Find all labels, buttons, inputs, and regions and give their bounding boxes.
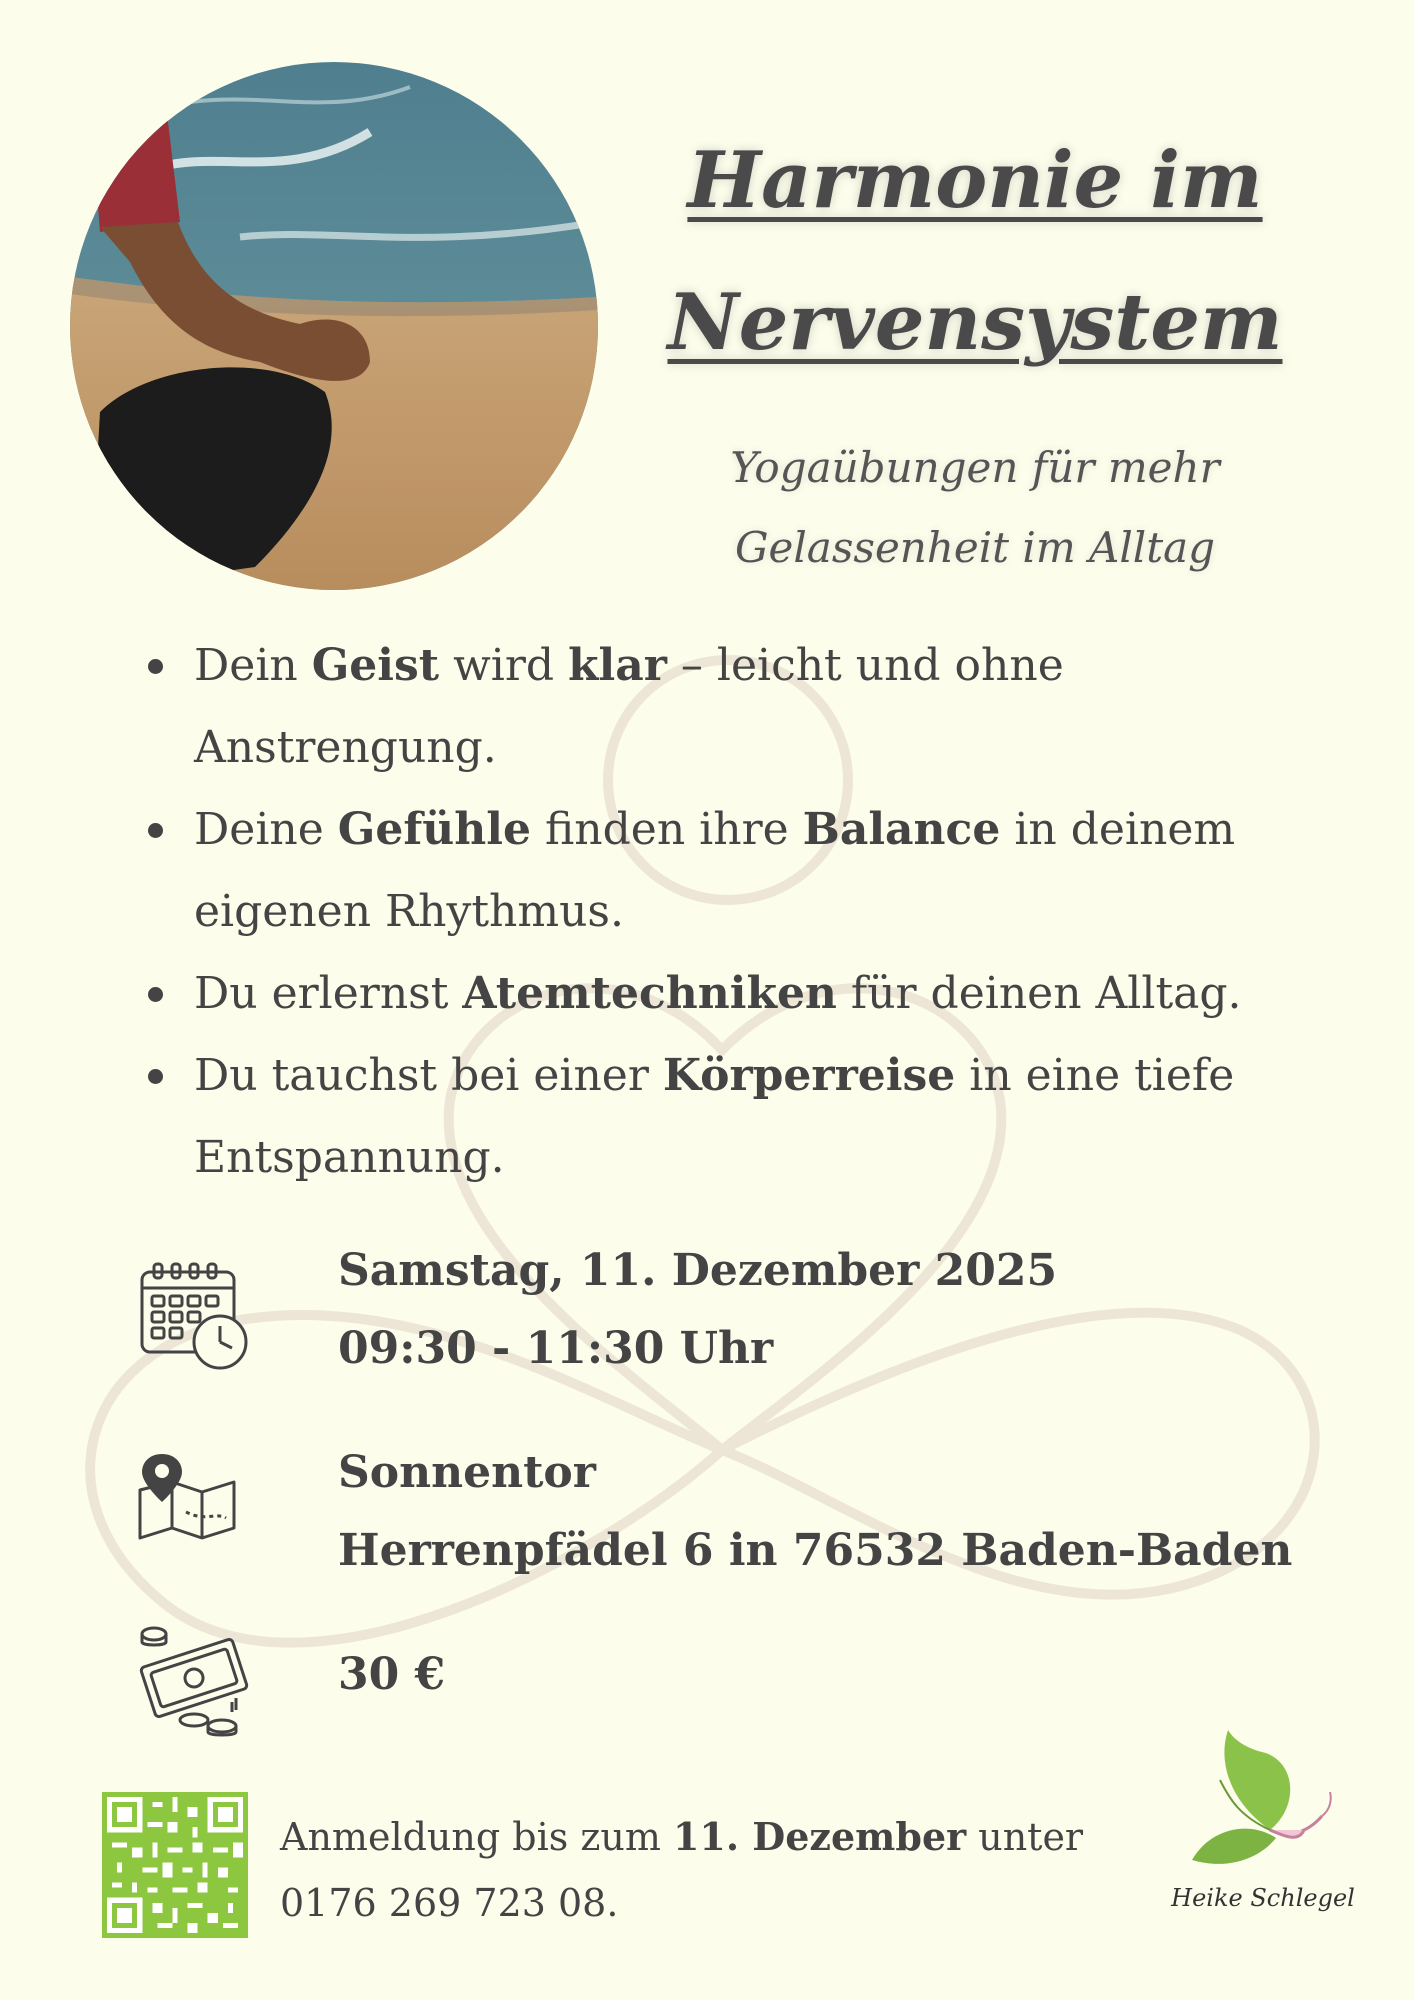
event-address: Herrenpfädel 6 in 76532 Baden-Baden: [338, 1525, 1293, 1576]
butterfly-logo-icon: [1180, 1720, 1360, 1900]
benefit-highlight: Körperreise: [662, 1050, 956, 1101]
benefit-item: [148, 789, 1318, 953]
benefit-item: [148, 1035, 1318, 1199]
event-date: Samstag, 11. Dezember 2025: [338, 1245, 1058, 1296]
money-icon: [136, 1622, 252, 1738]
calendar-clock-icon: [136, 1258, 252, 1374]
beach-meditation-image: [70, 62, 598, 590]
benefit-highlight: Geist: [311, 640, 440, 691]
registration-text: Anmeldung bis zum: [280, 1815, 673, 1859]
title-line-2: Nervensystem: [667, 277, 1283, 368]
benefit-text: – leicht und ohne Anstrengung.: [194, 640, 1064, 773]
event-price: 30 €: [338, 1649, 446, 1700]
event-time: 09:30 - 11:30 Uhr: [338, 1323, 774, 1374]
subtitle-line-2: Gelassenheit im Alltag: [734, 523, 1216, 572]
signature: Heike Schlegel: [1171, 1884, 1355, 1912]
benefit-text: Du tauchst bei einer: [194, 1050, 663, 1101]
benefit-text: Dein: [194, 640, 312, 691]
benefit-text: in eine tiefe Entspannung.: [194, 1050, 1235, 1183]
event-venue: Sonnentor: [338, 1447, 596, 1498]
event-datetime: [338, 1232, 1057, 1388]
benefit-text: in deinem eigenen Rhythmus.: [194, 804, 1236, 937]
benefit-highlight: Balance: [802, 804, 1001, 855]
title-line-1: Harmonie im: [687, 135, 1263, 226]
benefit-highlight: klar: [568, 640, 667, 691]
registration-line-1: [280, 1804, 1083, 1870]
meditation-photo: [70, 62, 598, 590]
subtitle-line-1: Yogaübungen für mehr: [730, 443, 1220, 492]
event-location: [338, 1434, 1292, 1590]
registration-deadline: 11. Dezember: [672, 1814, 967, 1859]
flyer-title: [640, 110, 1310, 394]
registration-text: unter: [966, 1815, 1084, 1859]
benefit-item: [148, 953, 1318, 1035]
benefit-text: Du erlernst: [194, 968, 463, 1019]
benefit-text: Deine: [194, 804, 338, 855]
benefit-highlight: Gefühle: [337, 804, 531, 855]
benefit-text: finden ihre: [530, 804, 803, 855]
benefit-text: wird: [439, 640, 569, 691]
flyer-subtitle: [640, 428, 1310, 588]
qr-code-icon[interactable]: [102, 1792, 248, 1938]
benefit-text: für deinen Alltag.: [836, 968, 1242, 1019]
benefit-highlight: Atemtechniken: [462, 968, 837, 1019]
event-price-block: [338, 1636, 445, 1714]
benefit-item: [148, 625, 1318, 789]
registration-note: [280, 1804, 1083, 1936]
map-pin-icon: [136, 1452, 240, 1542]
registration-phone[interactable]: 0176 269 723 08.: [280, 1881, 619, 1925]
benefits-list: [148, 625, 1318, 1199]
